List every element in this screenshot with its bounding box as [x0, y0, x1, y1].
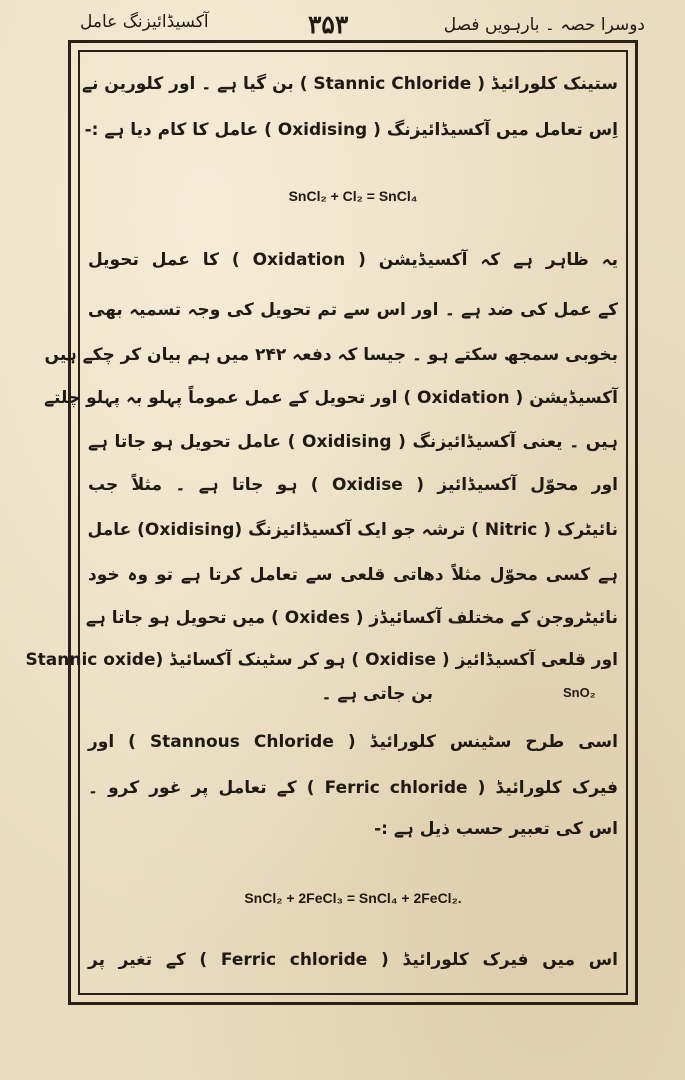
- text-line-17: اس میں فیرک کلورائیڈ ( Ferric chloride ) کے تغیر پر: [88, 950, 618, 970]
- text-line-12: اور قلعی آکسیڈائیز ( Oxidise ) ہو کر سٹینک آکسائیڈ (Stannic oxide: [25, 650, 618, 670]
- text-line-4: کے عمل کی ضد ہے ۔ اور اس سے تم تحویل کی وجہ تسمیہ بھی: [88, 300, 618, 320]
- formula-sno2: SnO₂: [563, 685, 596, 700]
- text-line-7: ہیں ۔ یعنی آکسیڈائیزنگ ( Oxidising ) عامل تحویل ہو جاتا ہے: [88, 432, 618, 452]
- text-line-13: بن جاتی ہے ۔: [321, 684, 433, 704]
- text-line-1: ستینک کلورائیڈ ( Stannic Chloride ) بن گیا ہے ۔ اور کلورین نے: [82, 74, 618, 94]
- text-line-2: اِس تعامل میں آکسیڈائیزنگ ( Oxidising ) عامل کا کام دیا ہے :-: [84, 120, 618, 140]
- text-line-9: نائیٹرک ( Nitric ) ترشہ جو ایک آکسیڈائیزنگ (Oxidising) عامل: [87, 520, 618, 540]
- text-line-8: اور محوّل آکسیڈائیز ( Oxidise ) ہو جاتا ہے ۔ مثلاً جب: [88, 475, 618, 495]
- text-line-3: یہ ظاہر ہے کہ آکسیڈیشن ( Oxidation ) کا عمل تحویل: [88, 250, 619, 270]
- text-line-10: ہے کسی محوّل مثلاً دھاتی قلعی سے تعامل کرتا ہے تو وہ خود: [88, 565, 618, 585]
- text-line-6: آکسیڈیشن ( Oxidation ) اور تحویل کے عمل عموماً پہلو بہ پہلو چلتے: [44, 388, 618, 408]
- equation-2: SnCl₂ + 2FeCl₃ = SnCl₄ + 2FeCl₂.: [244, 890, 462, 906]
- equation-1: SnCl₂ + Cl₂ = SnCl₄: [288, 188, 418, 204]
- text-line-11: نائیٹروجن کے مختلف آکسائیڈز ( Oxides ) میں تحویل ہو جاتا ہے: [85, 608, 618, 628]
- text-line-5: بخوبی سمجھ سکتے ہو ۔ جیسا کہ دفعہ ۲۴۲ میں ہم بیان کر چکے ہیں: [44, 345, 618, 365]
- text-line-16: اس کی تعبیر حسب ذیل ہے :-: [374, 819, 618, 839]
- chapter-running-title: دوسرا حصہ ۔ بارہویں فصل: [443, 15, 645, 35]
- text-line-15: فیرک کلورائیڈ ( Ferric chloride ) کے تعامل پر غور کرو ۔: [88, 778, 618, 798]
- section-running-title: آکسیڈائیزنگ عامل: [80, 12, 209, 32]
- page-body: [25, 58, 619, 988]
- page-number: ۳۵۳: [308, 10, 349, 39]
- text-line-14: اسی طرح سٹینس کلورائیڈ ( Stannous Chloride ) اور: [88, 732, 618, 752]
